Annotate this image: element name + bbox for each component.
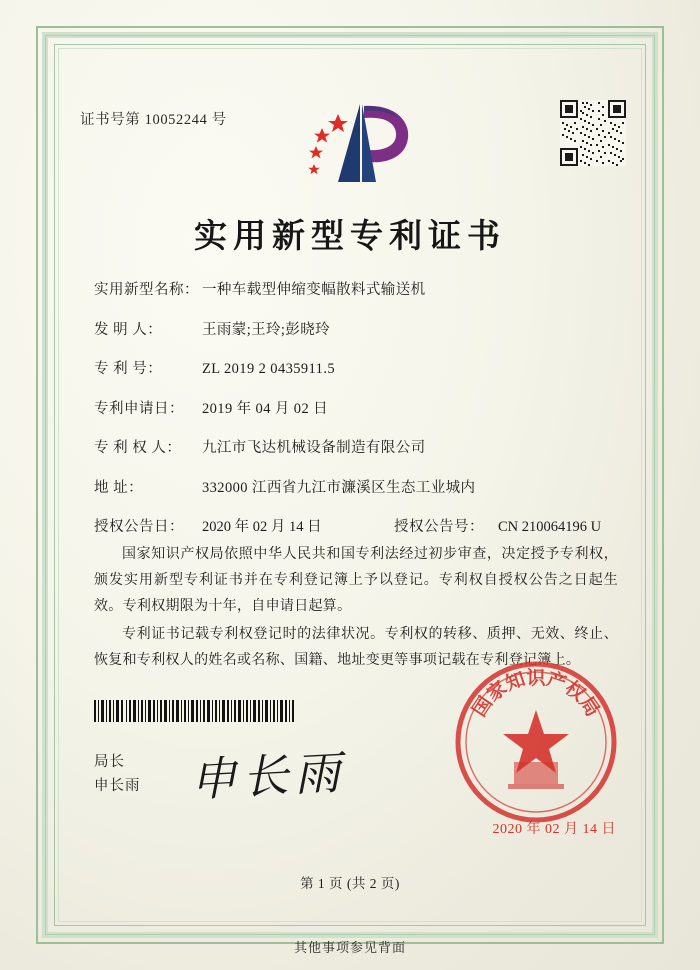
- page-title: 实用新型专利证书: [194, 216, 506, 255]
- qr-code: [560, 100, 626, 166]
- field-label: 专利申请日：: [94, 400, 184, 417]
- legal-text: [94, 542, 618, 676]
- paragraph-2: 专利证书记载专利权登记时的法律状况。专利权的转移、质押、无效、终止、恢复和专利权人的姓名或名称、国籍、地址变更等事项记载在专利登记簿上。: [94, 627, 618, 668]
- field-row-patent-number: [94, 357, 620, 378]
- field-label: 专 利 号：: [94, 361, 163, 377]
- certificate-number: 证书号第 10052244 号: [80, 112, 227, 128]
- field-value-grant-number: CN 210064196 U: [498, 519, 602, 535]
- field-value: 王雨蒙;王玲;彭晓玲: [202, 321, 331, 338]
- field-label: 实用新型名称：: [94, 282, 199, 298]
- field-value: 2019 年 04 月 02 日: [202, 400, 329, 417]
- paragraph-1: 国家知识产权局依照中华人民共和国专利法经过初步审查，决定授予专利权，颁发实用新型专利证书并在专利登记簿上予以登记。专利权自授权公告之日起生效。专利权期限为十年，自申请日起算。: [94, 547, 618, 614]
- field-row-patentee: [94, 436, 620, 457]
- field-row-grant-announcement: [94, 515, 620, 536]
- certificate-content: [70, 60, 630, 910]
- field-label: 专 利 权 人：: [94, 440, 182, 456]
- field-label: 地 址：: [94, 479, 144, 496]
- footer-note: 其他事项参见背面: [293, 940, 406, 955]
- field-label-grant-date: 授权公告日：: [94, 519, 184, 535]
- field-value: ZL 2019 2 0435911.5: [202, 361, 335, 377]
- field-label: 发 明 人：: [94, 321, 163, 338]
- field-row-utility-model-name: [94, 278, 620, 299]
- patent-emblem-icon: [302, 98, 422, 188]
- field-row-inventor: [94, 318, 620, 339]
- handwritten-signature: 申长雨: [188, 744, 348, 808]
- field-value: 一种车载型伸缩变幅散料式输送机: [202, 282, 426, 298]
- field-value: 九江市飞达机械设备制造有限公司: [202, 440, 426, 456]
- field-list: [94, 278, 620, 555]
- barcode: [94, 700, 294, 722]
- svg-text:国家知识产权局: 国家知识产权局: [468, 667, 604, 721]
- director-title: 局长: [94, 754, 125, 770]
- field-row-application-date: [94, 397, 620, 418]
- director-label: [94, 750, 141, 798]
- official-seal-icon: [452, 658, 620, 826]
- seal-date: 2020 年 02 月 14 日: [492, 822, 616, 837]
- field-label-grant-number: 授权公告号：: [394, 519, 484, 535]
- field-value-grant-date: 2020 年 02 月 14 日: [202, 519, 322, 535]
- field-value: 332000 江西省九江市濂溪区生态工业城内: [202, 479, 476, 496]
- field-row-address: [94, 476, 620, 497]
- page-number: 第 1 页 (共 2 页): [300, 876, 400, 891]
- director-name: 申长雨: [94, 778, 141, 794]
